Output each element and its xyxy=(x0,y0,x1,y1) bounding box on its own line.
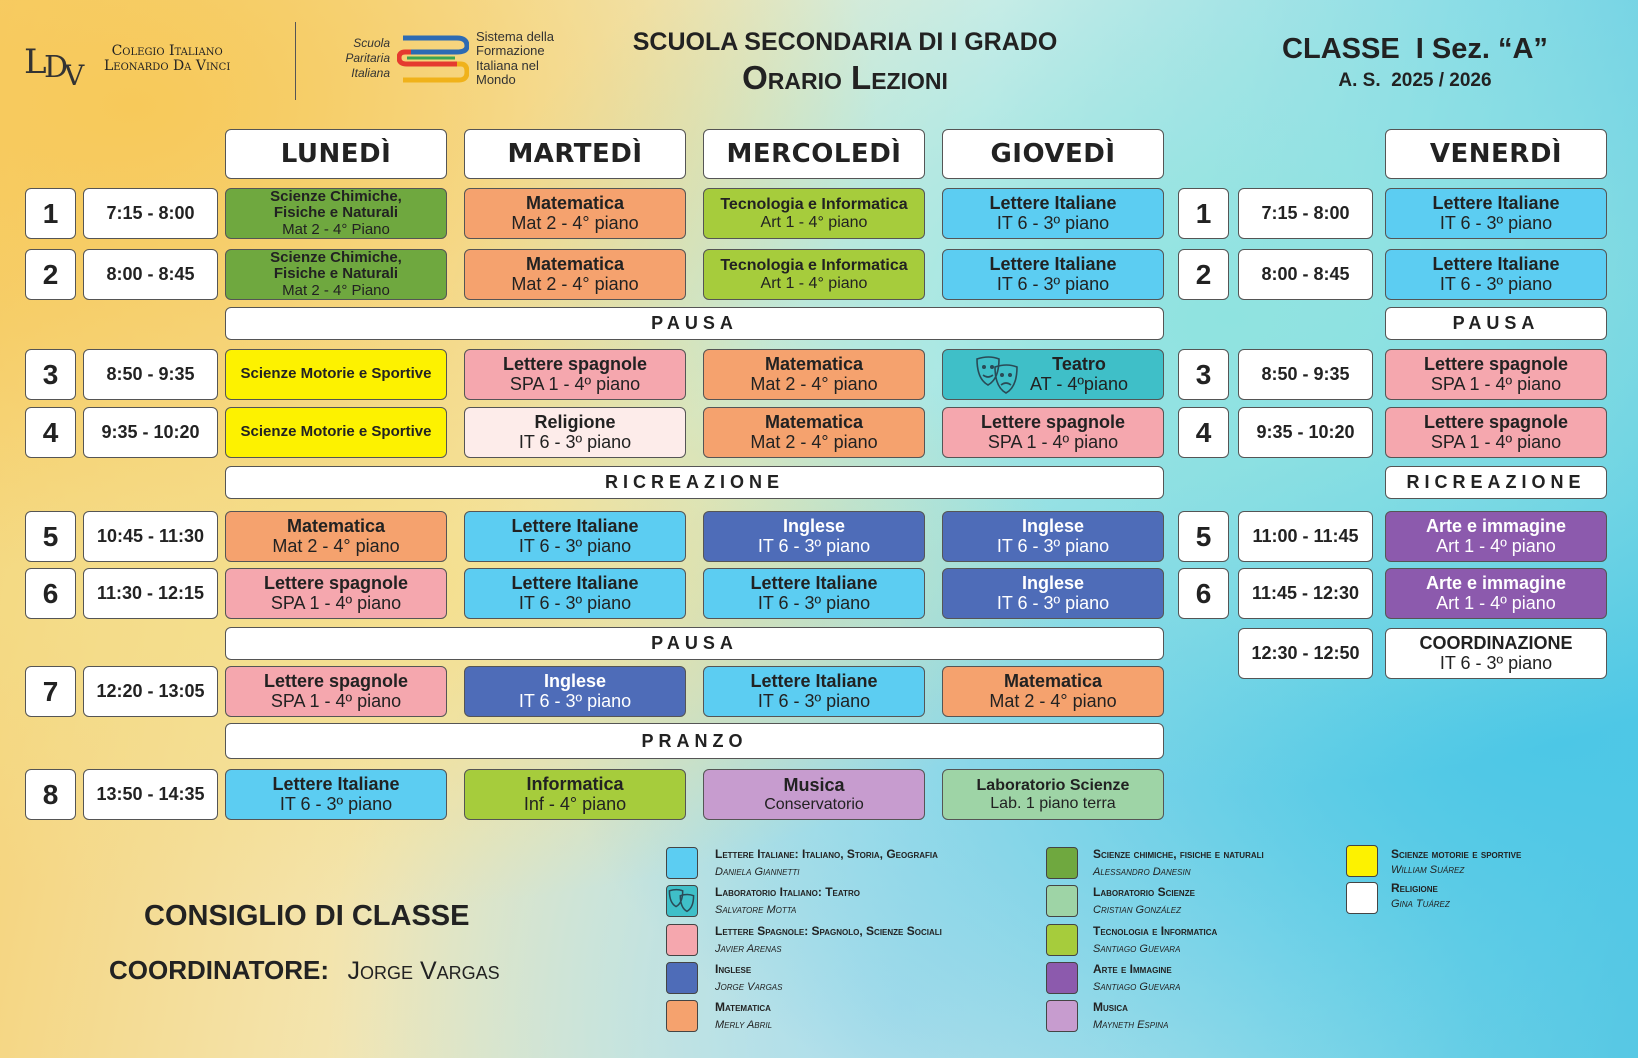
lesson-cell: Lettere spagnole SPA 1 - 4º piano xyxy=(942,407,1164,458)
period-number: 5 xyxy=(1178,511,1229,562)
lesson-cell: Teatro AT - 4ºpiano xyxy=(942,349,1164,400)
svg-text:L: L xyxy=(24,42,47,82)
legend-swatch xyxy=(1046,885,1078,917)
partner-left-text: Scuola Paritaria Italiana xyxy=(345,36,390,80)
partner-right-text: Sistema della Formazione Italiana nel Mondo xyxy=(476,29,555,87)
period-time: 9:35 - 10:20 xyxy=(1238,407,1373,458)
lesson-cell: Lettere Italiane IT 6 - 3º piano xyxy=(1385,188,1607,239)
period-number: 6 xyxy=(1178,568,1229,619)
lesson-cell: Arte e immagine Art 1 - 4º piano xyxy=(1385,568,1607,619)
school-logo xyxy=(22,33,92,89)
lesson-cell: Matematica Mat 2 - 4° piano xyxy=(225,511,447,562)
lesson-cell: Lettere Italiane IT 6 - 3º piano xyxy=(703,666,925,717)
lesson-cell: Inglese IT 6 - 3º piano xyxy=(703,511,925,562)
band-pausa: PAUSA xyxy=(225,307,1164,340)
day-header-venerdi: VENERDÌ xyxy=(1385,129,1607,179)
page-title-line1: SCUOLA SECONDARIA DI I GRADO xyxy=(632,28,1058,56)
school-name xyxy=(104,44,230,75)
legend-swatch xyxy=(1046,962,1078,994)
lesson-cell: Scienze Chimiche, Fisiche e Naturali Mat 2 - 4° Piano xyxy=(225,188,447,239)
band-pausa: PAUSA xyxy=(1385,307,1607,340)
lesson-cell: Inglese IT 6 - 3º piano xyxy=(942,511,1164,562)
coordinatore-label: COORDINATORE: xyxy=(109,955,330,985)
header-divider xyxy=(295,22,296,100)
svg-text:D: D xyxy=(44,50,69,85)
page-title xyxy=(580,28,1110,97)
period-number: 3 xyxy=(1178,349,1229,400)
period-number: 2 xyxy=(1178,249,1229,300)
lesson-cell: Lettere spagnole SPA 1 - 4º piano xyxy=(1385,407,1607,458)
period-number: 1 xyxy=(25,188,76,239)
period-time: 12:30 - 12:50 xyxy=(1238,628,1373,679)
consiglio-title: CONSIGLIO DI CLASSE xyxy=(144,900,470,932)
lesson-cell: Arte e immagine Art 1 - 4º piano xyxy=(1385,511,1607,562)
ldv-logo-icon xyxy=(22,33,92,89)
lesson-cell: Lettere Italiane IT 6 - 3º piano xyxy=(1385,249,1607,300)
lesson-cell: Matematica Mat 2 - 4° piano xyxy=(464,249,686,300)
lesson-cell: Informatica Inf - 4° piano xyxy=(464,769,686,820)
lesson-cell: Lettere Italiane IT 6 - 3º piano xyxy=(703,568,925,619)
theatre-masks-icon xyxy=(667,886,696,915)
lesson-cell: Matematica Mat 2 - 4° piano xyxy=(703,407,925,458)
period-time: 8:50 - 9:35 xyxy=(1238,349,1373,400)
day-header-mercoledi: MERCOLEDÌ xyxy=(703,129,925,179)
lesson-cell: Tecnologia e Informatica Art 1 - 4° piano xyxy=(703,188,925,239)
period-time: 11:45 - 12:30 xyxy=(1238,568,1373,619)
class-label: CLASSE I Sez. “A” xyxy=(1282,33,1548,65)
lesson-cell: Laboratorio Scienze Lab. 1 piano terra xyxy=(942,769,1164,820)
lesson-cell: Matematica Mat 2 - 4° piano xyxy=(703,349,925,400)
lesson-cell: Lettere Italiane IT 6 - 3º piano xyxy=(464,568,686,619)
lesson-cell: Lettere spagnole SPA 1 - 4º piano xyxy=(464,349,686,400)
legend-swatch xyxy=(1346,845,1378,877)
period-number: 3 xyxy=(25,349,76,400)
legend-swatch xyxy=(666,885,698,917)
period-time: 13:50 - 14:35 xyxy=(83,769,218,820)
books-logo-icon xyxy=(397,30,469,88)
period-time: 7:15 - 8:00 xyxy=(1238,188,1373,239)
period-number: 7 xyxy=(25,666,76,717)
period-time: 7:15 - 8:00 xyxy=(83,188,218,239)
band-ricreazione: RICREAZIONE xyxy=(1385,466,1607,499)
period-number: 2 xyxy=(25,249,76,300)
legend-swatch xyxy=(1346,882,1378,914)
lesson-cell: Matematica Mat 2 - 4° piano xyxy=(942,666,1164,717)
period-time: 11:00 - 11:45 xyxy=(1238,511,1373,562)
partner-logo xyxy=(397,30,469,93)
lesson-cell: Lettere spagnole SPA 1 - 4º piano xyxy=(225,568,447,619)
lesson-cell: Lettere spagnole SPA 1 - 4º piano xyxy=(225,666,447,717)
period-number: 1 xyxy=(1178,188,1229,239)
lesson-cell: Lettere Italiane IT 6 - 3º piano xyxy=(942,249,1164,300)
day-header-lunedi: LUNEDÌ xyxy=(225,129,447,179)
lesson-cell: Lettere spagnole SPA 1 - 4º piano xyxy=(1385,349,1607,400)
legend-swatch xyxy=(666,847,698,879)
period-number: 4 xyxy=(1178,407,1229,458)
lesson-cell: Scienze Motorie e Sportive xyxy=(225,407,447,458)
school-name-line2: Leonardo Da Vinci xyxy=(104,58,231,75)
legend-swatch xyxy=(1046,924,1078,956)
period-time: 9:35 - 10:20 xyxy=(83,407,218,458)
page-title-line2: Orario Lezioni xyxy=(742,59,948,96)
period-time: 8:00 - 8:45 xyxy=(1238,249,1373,300)
lesson-cell: Inglese IT 6 - 3º piano xyxy=(464,666,686,717)
lesson-cell: Matematica Mat 2 - 4° piano xyxy=(464,188,686,239)
day-header-martedi: MARTEDÌ xyxy=(464,129,686,179)
lesson-cell: Scienze Motorie e Sportive xyxy=(225,349,447,400)
lesson-cell: Lettere Italiane IT 6 - 3º piano xyxy=(942,188,1164,239)
legend-swatch xyxy=(666,962,698,994)
coordinatore-line xyxy=(109,955,500,986)
legend-swatch xyxy=(666,924,698,956)
school-name-line1: Colegio Italiano xyxy=(111,43,223,59)
period-time: 11:30 - 12:15 xyxy=(83,568,218,619)
day-header-giovedi: GIOVEDÌ xyxy=(942,129,1164,179)
lesson-cell: Inglese IT 6 - 3º piano xyxy=(942,568,1164,619)
period-time: 12:20 - 13:05 xyxy=(83,666,218,717)
period-time: 8:00 - 8:45 xyxy=(83,249,218,300)
lesson-cell: COORDINAZIONE IT 6 - 3º piano xyxy=(1385,628,1607,679)
band-pausa: PAUSA xyxy=(225,627,1164,660)
period-time: 10:45 - 11:30 xyxy=(83,511,218,562)
band-ricreazione: RICREAZIONE xyxy=(225,466,1164,499)
legend-swatch xyxy=(1046,847,1078,879)
legend-swatch xyxy=(666,1000,698,1032)
period-time: 8:50 - 9:35 xyxy=(83,349,218,400)
lesson-cell: Lettere Italiane IT 6 - 3º piano xyxy=(464,511,686,562)
lesson-cell: Musica Conservatorio xyxy=(703,769,925,820)
lesson-cell: Religione IT 6 - 3º piano xyxy=(464,407,686,458)
school-year: A. S. 2025 / 2026 xyxy=(1338,70,1492,91)
period-number: 5 xyxy=(25,511,76,562)
coordinatore-name: Jorge Vargas xyxy=(347,957,500,985)
lesson-cell: Scienze Chimiche, Fisiche e Naturali Mat 2 - 4° Piano xyxy=(225,249,447,300)
legend-swatch xyxy=(1046,1000,1078,1032)
period-number: 6 xyxy=(25,568,76,619)
svg-text:V: V xyxy=(64,59,85,89)
class-info xyxy=(1265,33,1565,92)
period-number: 8 xyxy=(25,769,76,820)
band-pranzo: PRANZO xyxy=(225,723,1164,759)
lesson-cell: Tecnologia e Informatica Art 1 - 4° piano xyxy=(703,249,925,300)
lesson-cell: Lettere Italiane IT 6 - 3º piano xyxy=(225,769,447,820)
theatre-masks-icon xyxy=(973,353,1021,397)
period-number: 4 xyxy=(25,407,76,458)
